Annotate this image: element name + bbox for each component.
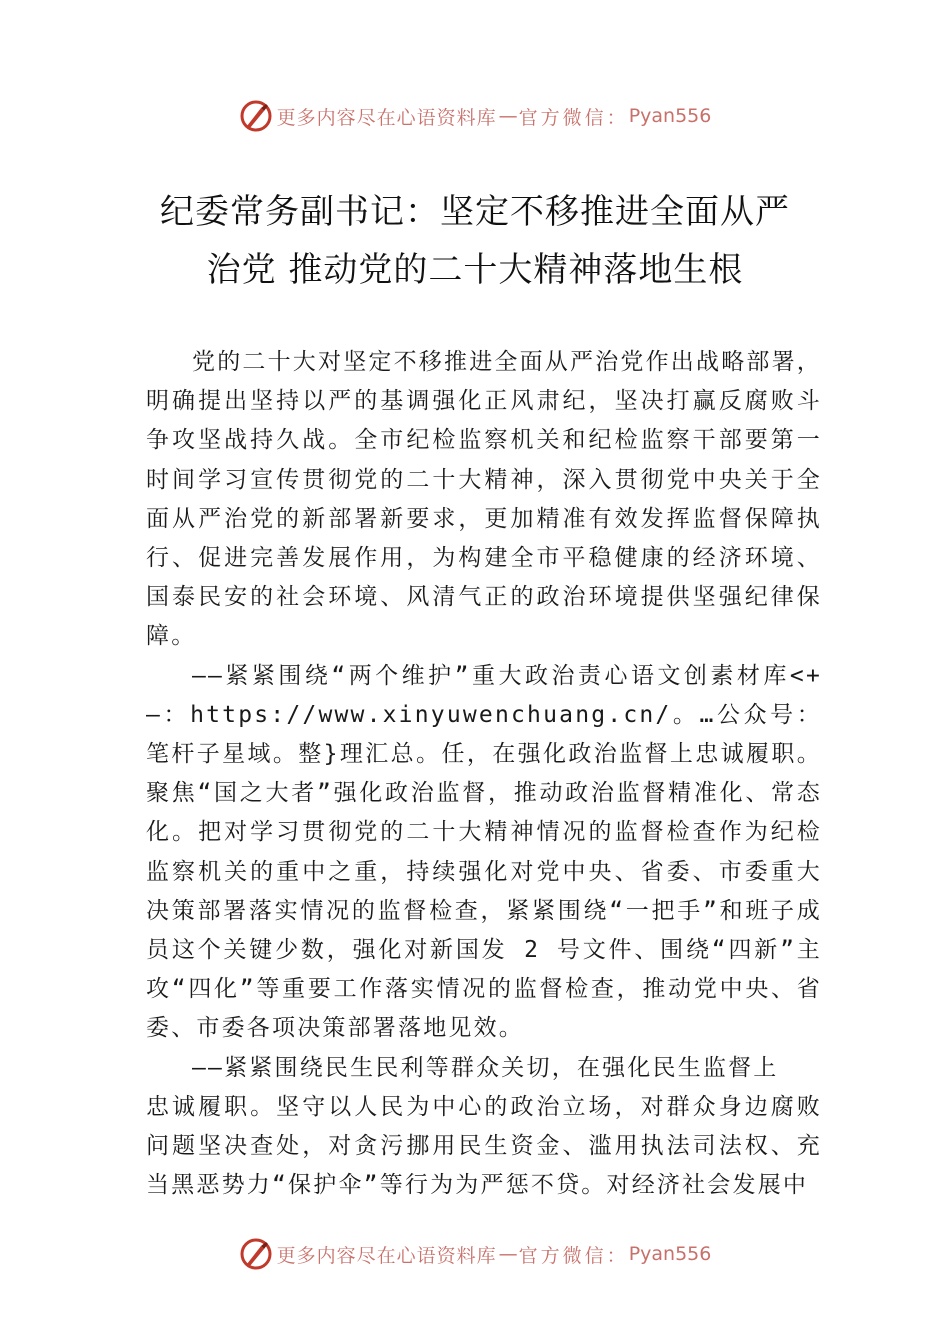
watermark-text: 更多内容尽在心语资料库 bbox=[276, 106, 497, 129]
watermark-label: 官方微信： bbox=[518, 106, 629, 129]
watermark-separator: — bbox=[498, 105, 517, 127]
pen-logo-icon bbox=[239, 99, 273, 133]
watermark-wechat-id: Pyan556 bbox=[628, 1243, 712, 1265]
watermark-separator: — bbox=[498, 1243, 517, 1265]
paragraph-2: ——紧紧围绕“两个维护”重大政治责心语文创素材库<+—：https://www.xinyuwenchuang.cn/。…公众号：笔杆子星域。整}理汇总。任，在强化政治监督上忠诚履职。聚焦“国之大者”强化政治监督，推动政治监督精准化、常态化。把对学习贯彻党的二十大精神情况的监督检查作为纪检监察机关的重中之重，持续强化对党中央、省委、市委重大决策部署落实情况的监督检查，紧紧围绕“一把手”和班子成员这个关键少数，强化对新国发 2 号文件、围绕“四新”主攻“四化”等重要工作落实情况的监督检查，推动党中央、省委、市委各项决策部署落地见效。 bbox=[146, 662, 822, 1042]
paragraph-1: 党的二十大对坚定不移推进全面从严治党作出战略部署，明确提出坚持以严的基调强化正风肃纪，坚决打赢反腐败斗争攻坚战持久战。全市纪检监察机关和纪检监察干部要第一时间学习宣传贯彻党的二十大精神，深入贯彻党中央关于全面从严治党的新部署新要求，更加精准有效发挥监督保障执行、促进完善发展作用，为构建全市平稳健康的经济环境、国泰民安的社会环境、风清气正的政治环境提供坚强纪律保障。 bbox=[146, 349, 822, 650]
paragraph-4: 忠诚履职。坚守以人民为中心的政治立场，对群众身边腐败问题坚决查处，对贪污挪用民生资金、滥用执法司法权、充当黑恶势力“保护伞”等行为为严惩不贷。对经济社会发展中 bbox=[146, 1093, 822, 1199]
watermark-header bbox=[0, 96, 950, 136]
watermark-text: 更多内容尽在心语资料库 bbox=[276, 1244, 497, 1267]
watermark-wechat-id: Pyan556 bbox=[628, 105, 712, 127]
document-body bbox=[146, 343, 822, 1205]
document-title bbox=[130, 183, 820, 299]
watermark-label: 官方微信： bbox=[518, 1244, 629, 1267]
pen-logo-icon bbox=[239, 1237, 273, 1271]
watermark-footer bbox=[0, 1234, 950, 1274]
title-line-1: 纪委常务副书记：坚定不移推进全面从严 bbox=[160, 192, 790, 232]
title-line-2: 治党 推动党的二十大精神落地生根 bbox=[206, 250, 744, 290]
paragraph-3: ——紧紧围绕民生民利等群众关切，在强化民生监督上 bbox=[192, 1054, 779, 1081]
